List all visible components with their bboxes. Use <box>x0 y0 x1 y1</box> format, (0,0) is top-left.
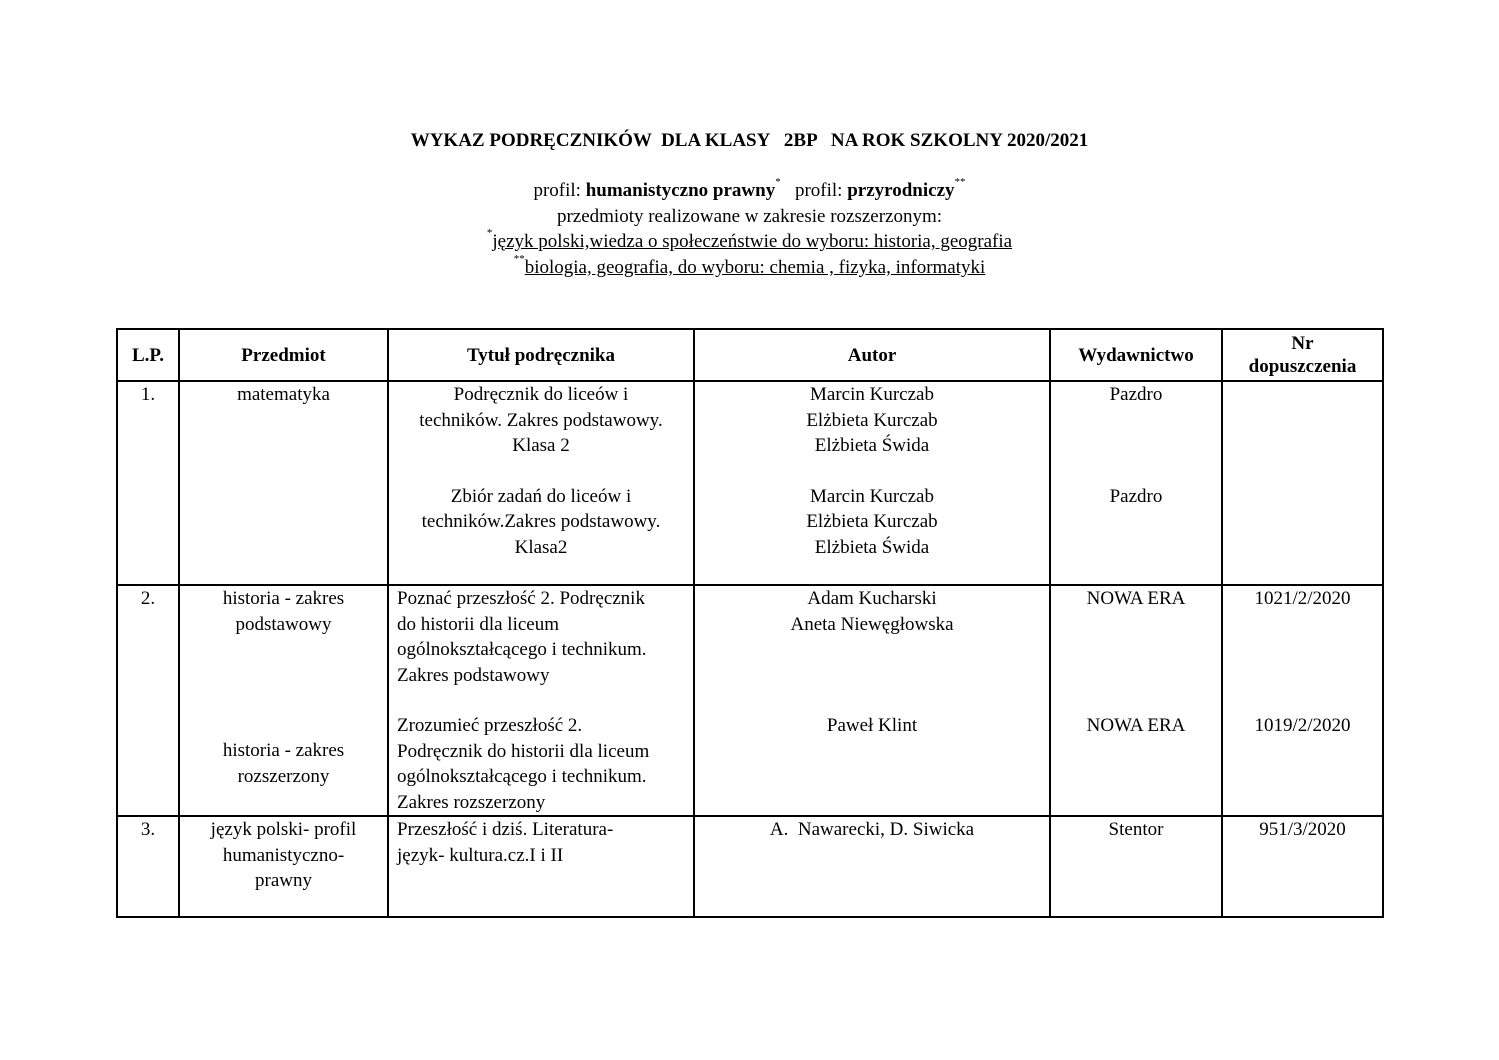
cell-title: Poznać przeszłość 2. Podręcznik do historii dla liceum ogólnokształcącego i technikum. Zakres podstawowy Zrozumieć przeszłość 2. Podręcznik do historii dla liceum ogólnokształcącego i technikum. Zakres rozszerzony <box>388 585 694 816</box>
document-title: WYKAZ PODRĘCZNIKÓW DLA KLASY 2BP NA ROK SZKOLNY 2020/2021 <box>410 130 1089 151</box>
header-publisher: Wydawnictwo <box>1050 329 1222 381</box>
header-lp: L.P. <box>117 329 179 381</box>
table-row <box>117 585 1383 816</box>
cell-title: Przeszłość i dziś. Literatura- język- kultura.cz.I i II <box>388 816 694 917</box>
header-approval: Nr dopuszczenia <box>1222 329 1383 381</box>
textbook-table <box>116 328 1384 918</box>
cell-publisher: Stentor <box>1050 816 1222 917</box>
cell-author: Adam Kucharski Aneta Niewęgłowska Paweł Klint <box>694 585 1050 816</box>
extended-subjects-humanistic: *język polski,wiedza o społeczeństwie do wyboru: historia, geografia <box>486 227 1013 252</box>
cell-subject: historia - zakres podstawowy historia - zakres rozszerzony <box>179 585 388 816</box>
cell-subject: język polski- profil humanistyczno- prawny <box>179 816 388 917</box>
header-title: Tytuł podręcznika <box>388 329 694 381</box>
cell-author: Marcin Kurczab Elżbieta Kurczab Elżbieta Świda Marcin Kurczab Elżbieta Kurczab Elżbieta Świda <box>694 381 1050 585</box>
extended-intro: przedmioty realizowane w zakresie rozszerzonym: <box>556 206 943 227</box>
table-row <box>117 381 1383 585</box>
cell-approval: 1021/2/2020 1019/2/2020 <box>1222 585 1383 816</box>
table-row <box>117 816 1383 917</box>
extended-subjects-science: **biologia, geografia, do wyboru: chemia , fizyka, informatyki <box>513 253 986 278</box>
cell-title: Podręcznik do liceów i techników. Zakres podstawowy. Klasa 2 Zbiór zadań do liceów i techników.Zakres podstawowy. Klasa2 <box>388 381 694 585</box>
profiles-line: profil: humanistyczno prawny* profil: przyrodniczy** <box>533 176 966 201</box>
cell-approval <box>1222 381 1383 585</box>
profile-humanistic: humanistyczno prawny <box>585 180 776 201</box>
cell-lp: 3. <box>117 816 179 917</box>
header-author: Autor <box>694 329 1050 381</box>
cell-lp: 2. <box>117 585 179 816</box>
cell-approval: 951/3/2020 <box>1222 816 1383 917</box>
cell-publisher: Pazdro Pazdro <box>1050 381 1222 585</box>
cell-publisher: NOWA ERA NOWA ERA <box>1050 585 1222 816</box>
cell-author: A. Nawarecki, D. Siwicka <box>694 816 1050 917</box>
cell-lp: 1. <box>117 381 179 585</box>
profile-science: przyrodniczy <box>847 180 955 201</box>
table-header-row <box>117 329 1383 381</box>
header-subject: Przedmiot <box>179 329 388 381</box>
cell-subject: matematyka <box>179 381 388 585</box>
